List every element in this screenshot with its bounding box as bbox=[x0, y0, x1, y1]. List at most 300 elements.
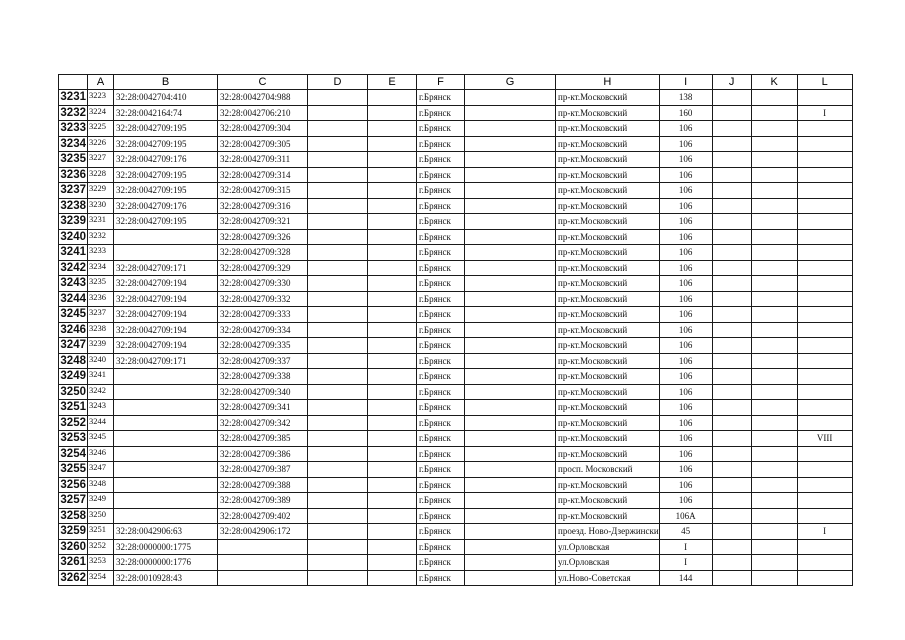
cell-b[interactable]: 32:28:0000000:1776 bbox=[114, 555, 218, 571]
cell-d[interactable] bbox=[308, 276, 368, 292]
row-number[interactable]: 3238 bbox=[60, 199, 86, 212]
cell-f[interactable]: г.Брянск bbox=[417, 508, 465, 524]
cell-i[interactable]: 106 bbox=[659, 431, 712, 447]
cell-j[interactable] bbox=[712, 400, 751, 416]
cell-e[interactable] bbox=[368, 245, 417, 261]
cell-j[interactable] bbox=[712, 431, 751, 447]
cell-e[interactable] bbox=[368, 307, 417, 323]
cell-i[interactable]: 106 bbox=[659, 322, 712, 338]
cell-j[interactable] bbox=[712, 260, 751, 276]
cell-g[interactable] bbox=[465, 90, 556, 106]
row-number[interactable]: 3242 bbox=[60, 261, 86, 274]
cell-d[interactable] bbox=[308, 415, 368, 431]
cell-i[interactable]: 45 bbox=[659, 524, 712, 540]
cell-c[interactable]: 32:28:0042709:387 bbox=[218, 462, 308, 478]
cell-j[interactable] bbox=[712, 415, 751, 431]
cell-h[interactable]: пр-кт.Московский bbox=[556, 415, 660, 431]
cell-l[interactable] bbox=[797, 322, 852, 338]
cell-c[interactable]: 32:28:0042706:210 bbox=[218, 105, 308, 121]
cell-l[interactable] bbox=[797, 477, 852, 493]
cell-c[interactable]: 32:28:0042704:988 bbox=[218, 90, 308, 106]
cell-f[interactable]: г.Брянск bbox=[417, 570, 465, 586]
cell-c[interactable]: 32:28:0042709:337 bbox=[218, 353, 308, 369]
cell-e[interactable] bbox=[368, 229, 417, 245]
cell-d[interactable] bbox=[308, 229, 368, 245]
cell-f[interactable]: г.Брянск bbox=[417, 167, 465, 183]
cell-h[interactable]: пр-кт.Московский bbox=[556, 446, 660, 462]
cell-h[interactable]: пр-кт.Московский bbox=[556, 353, 660, 369]
cell-d[interactable] bbox=[308, 477, 368, 493]
cell-c[interactable]: 32:28:0042709:335 bbox=[218, 338, 308, 354]
cell-a[interactable]: 3248 bbox=[88, 477, 114, 493]
cell-h[interactable]: пр-кт.Московский bbox=[556, 322, 660, 338]
row-number[interactable]: 3249 bbox=[60, 370, 86, 383]
cell-a[interactable]: 3241 bbox=[88, 369, 114, 385]
cell-k[interactable] bbox=[751, 245, 797, 261]
cell-e[interactable] bbox=[368, 369, 417, 385]
cell-h[interactable]: ул.Орловская bbox=[556, 539, 660, 555]
row-number[interactable]: 3256 bbox=[60, 478, 86, 491]
cell-c[interactable]: 32:28:0042709:334 bbox=[218, 322, 308, 338]
cell-b[interactable]: 32:28:0042906:63 bbox=[114, 524, 218, 540]
row-number[interactable]: 3254 bbox=[60, 447, 86, 460]
cell-l[interactable] bbox=[797, 539, 852, 555]
cell-k[interactable] bbox=[751, 291, 797, 307]
cell-h[interactable]: пр-кт.Московский bbox=[556, 307, 660, 323]
cell-f[interactable]: г.Брянск bbox=[417, 369, 465, 385]
cell-j[interactable] bbox=[712, 105, 751, 121]
cell-l[interactable] bbox=[797, 570, 852, 586]
cell-e[interactable] bbox=[368, 570, 417, 586]
cell-j[interactable] bbox=[712, 477, 751, 493]
cell-g[interactable] bbox=[465, 322, 556, 338]
cell-k[interactable] bbox=[751, 167, 797, 183]
column-header-g[interactable]: G bbox=[465, 75, 556, 90]
cell-l[interactable] bbox=[797, 136, 852, 152]
row-number[interactable]: 3247 bbox=[60, 339, 86, 352]
cell-e[interactable] bbox=[368, 260, 417, 276]
cell-e[interactable] bbox=[368, 183, 417, 199]
cell-e[interactable] bbox=[368, 167, 417, 183]
cell-i[interactable]: 106 bbox=[659, 462, 712, 478]
cell-h[interactable]: пр-кт.Московский bbox=[556, 136, 660, 152]
cell-j[interactable] bbox=[712, 524, 751, 540]
cell-g[interactable] bbox=[465, 152, 556, 168]
cell-j[interactable] bbox=[712, 338, 751, 354]
cell-l[interactable] bbox=[797, 384, 852, 400]
cell-e[interactable] bbox=[368, 291, 417, 307]
cell-f[interactable]: г.Брянск bbox=[417, 493, 465, 509]
cell-a[interactable]: 3251 bbox=[88, 524, 114, 540]
cell-j[interactable] bbox=[712, 183, 751, 199]
cell-f[interactable]: г.Брянск bbox=[417, 307, 465, 323]
cell-b[interactable]: 32:28:0042709:195 bbox=[114, 214, 218, 230]
cell-g[interactable] bbox=[465, 338, 556, 354]
cell-f[interactable]: г.Брянск bbox=[417, 245, 465, 261]
cell-c[interactable]: 32:28:0042709:311 bbox=[218, 152, 308, 168]
cell-c[interactable]: 32:28:0042709:386 bbox=[218, 446, 308, 462]
cell-l[interactable] bbox=[797, 260, 852, 276]
cell-k[interactable] bbox=[751, 353, 797, 369]
cell-h[interactable]: ул.Ново-Советская bbox=[556, 570, 660, 586]
cell-d[interactable] bbox=[308, 338, 368, 354]
cell-i[interactable]: 106 bbox=[659, 415, 712, 431]
cell-e[interactable] bbox=[368, 276, 417, 292]
row-number[interactable]: 3241 bbox=[60, 246, 86, 259]
cell-f[interactable]: г.Брянск bbox=[417, 121, 465, 137]
cell-j[interactable] bbox=[712, 245, 751, 261]
cell-l[interactable] bbox=[797, 307, 852, 323]
cell-j[interactable] bbox=[712, 539, 751, 555]
row-number[interactable]: 3250 bbox=[60, 385, 86, 398]
cell-g[interactable] bbox=[465, 415, 556, 431]
row-number[interactable]: 3244 bbox=[60, 292, 86, 305]
cell-e[interactable] bbox=[368, 90, 417, 106]
cell-e[interactable] bbox=[368, 508, 417, 524]
row-number[interactable]: 3257 bbox=[60, 494, 86, 507]
cell-a[interactable]: 3244 bbox=[88, 415, 114, 431]
column-header-h[interactable]: H bbox=[556, 75, 660, 90]
cell-l[interactable] bbox=[797, 229, 852, 245]
cell-j[interactable] bbox=[712, 322, 751, 338]
cell-f[interactable]: г.Брянск bbox=[417, 276, 465, 292]
cell-k[interactable] bbox=[751, 183, 797, 199]
cell-l[interactable] bbox=[797, 400, 852, 416]
cell-j[interactable] bbox=[712, 508, 751, 524]
cell-i[interactable]: 106 bbox=[659, 353, 712, 369]
cell-e[interactable] bbox=[368, 524, 417, 540]
cell-b[interactable] bbox=[114, 493, 218, 509]
cell-d[interactable] bbox=[308, 462, 368, 478]
cell-b[interactable]: 32:28:0042709:195 bbox=[114, 167, 218, 183]
cell-c[interactable]: 32:28:0042709:333 bbox=[218, 307, 308, 323]
cell-j[interactable] bbox=[712, 384, 751, 400]
cell-h[interactable]: пр-кт.Московский bbox=[556, 338, 660, 354]
cell-l[interactable] bbox=[797, 183, 852, 199]
cell-h[interactable]: пр-кт.Московский bbox=[556, 276, 660, 292]
cell-d[interactable] bbox=[308, 90, 368, 106]
cell-a[interactable]: 3242 bbox=[88, 384, 114, 400]
cell-j[interactable] bbox=[712, 353, 751, 369]
cell-a[interactable]: 3235 bbox=[88, 276, 114, 292]
row-number[interactable]: 3262 bbox=[60, 571, 86, 584]
cell-g[interactable] bbox=[465, 307, 556, 323]
cell-g[interactable] bbox=[465, 291, 556, 307]
row-number[interactable]: 3240 bbox=[60, 230, 86, 243]
cell-c[interactable]: 32:28:0042709:316 bbox=[218, 198, 308, 214]
cell-g[interactable] bbox=[465, 105, 556, 121]
cell-j[interactable] bbox=[712, 369, 751, 385]
row-number[interactable]: 3239 bbox=[60, 215, 86, 228]
cell-l[interactable] bbox=[797, 462, 852, 478]
cell-c[interactable]: 32:28:0042709:402 bbox=[218, 508, 308, 524]
cell-f[interactable]: г.Брянск bbox=[417, 136, 465, 152]
cell-j[interactable] bbox=[712, 555, 751, 571]
cell-l[interactable] bbox=[797, 245, 852, 261]
cell-i[interactable]: 106 bbox=[659, 493, 712, 509]
cell-g[interactable] bbox=[465, 245, 556, 261]
cell-j[interactable] bbox=[712, 121, 751, 137]
column-header-a[interactable]: A bbox=[88, 75, 114, 90]
cell-b[interactable] bbox=[114, 369, 218, 385]
cell-b[interactable]: 32:28:0042709:194 bbox=[114, 291, 218, 307]
cell-f[interactable]: г.Брянск bbox=[417, 90, 465, 106]
cell-j[interactable] bbox=[712, 570, 751, 586]
row-number[interactable]: 3243 bbox=[60, 277, 86, 290]
cell-i[interactable]: 106 bbox=[659, 183, 712, 199]
column-header-k[interactable]: K bbox=[751, 75, 797, 90]
cell-i[interactable]: 106 bbox=[659, 446, 712, 462]
cell-l[interactable] bbox=[797, 555, 852, 571]
cell-k[interactable] bbox=[751, 307, 797, 323]
cell-j[interactable] bbox=[712, 90, 751, 106]
cell-c[interactable]: 32:28:0042709:338 bbox=[218, 369, 308, 385]
column-header-d[interactable]: D bbox=[308, 75, 368, 90]
row-number[interactable]: 3251 bbox=[60, 401, 86, 414]
cell-h[interactable]: пр-кт.Московский bbox=[556, 152, 660, 168]
cell-c[interactable]: 32:28:0042709:340 bbox=[218, 384, 308, 400]
cell-a[interactable]: 3230 bbox=[88, 198, 114, 214]
row-number[interactable]: 3236 bbox=[60, 168, 86, 181]
cell-e[interactable] bbox=[368, 353, 417, 369]
cell-a[interactable]: 3243 bbox=[88, 400, 114, 416]
cell-h[interactable]: пр-кт.Московский bbox=[556, 431, 660, 447]
cell-h[interactable]: пр-кт.Московский bbox=[556, 477, 660, 493]
row-number[interactable]: 3260 bbox=[60, 540, 86, 553]
cell-j[interactable] bbox=[712, 214, 751, 230]
cell-b[interactable]: 32:28:0042709:194 bbox=[114, 307, 218, 323]
cell-i[interactable]: 106 bbox=[659, 245, 712, 261]
cell-l[interactable] bbox=[797, 90, 852, 106]
cell-b[interactable]: 32:28:0000000:1775 bbox=[114, 539, 218, 555]
column-header-b[interactable]: B bbox=[114, 75, 218, 90]
column-header-l[interactable]: L bbox=[797, 75, 852, 90]
cell-g[interactable] bbox=[465, 214, 556, 230]
cell-e[interactable] bbox=[368, 493, 417, 509]
cell-k[interactable] bbox=[751, 214, 797, 230]
cell-f[interactable]: г.Брянск bbox=[417, 214, 465, 230]
cell-i[interactable]: I bbox=[659, 539, 712, 555]
cell-k[interactable] bbox=[751, 121, 797, 137]
column-header-f[interactable]: F bbox=[417, 75, 465, 90]
cell-h[interactable]: пр-кт.Московский bbox=[556, 198, 660, 214]
cell-i[interactable]: 106 bbox=[659, 136, 712, 152]
cell-k[interactable] bbox=[751, 555, 797, 571]
cell-g[interactable] bbox=[465, 121, 556, 137]
cell-h[interactable]: пр-кт.Московский bbox=[556, 260, 660, 276]
cell-k[interactable] bbox=[751, 493, 797, 509]
cell-b[interactable]: 32:28:0042709:194 bbox=[114, 276, 218, 292]
cell-i[interactable]: 138 bbox=[659, 90, 712, 106]
cell-d[interactable] bbox=[308, 260, 368, 276]
cell-i[interactable]: 106 bbox=[659, 229, 712, 245]
row-number[interactable]: 3253 bbox=[60, 432, 86, 445]
cell-k[interactable] bbox=[751, 338, 797, 354]
row-number[interactable]: 3233 bbox=[60, 122, 86, 135]
cell-b[interactable] bbox=[114, 431, 218, 447]
cell-h[interactable]: пр-кт.Московский bbox=[556, 245, 660, 261]
cell-d[interactable] bbox=[308, 555, 368, 571]
cell-b[interactable] bbox=[114, 446, 218, 462]
cell-f[interactable]: г.Брянск bbox=[417, 229, 465, 245]
cell-d[interactable] bbox=[308, 105, 368, 121]
cell-c[interactable]: 32:28:0042709:341 bbox=[218, 400, 308, 416]
cell-j[interactable] bbox=[712, 462, 751, 478]
cell-f[interactable]: г.Брянск bbox=[417, 322, 465, 338]
cell-e[interactable] bbox=[368, 121, 417, 137]
cell-f[interactable]: г.Брянск bbox=[417, 539, 465, 555]
cell-e[interactable] bbox=[368, 431, 417, 447]
cell-e[interactable] bbox=[368, 338, 417, 354]
cell-a[interactable]: 3232 bbox=[88, 229, 114, 245]
cell-i[interactable]: 106 bbox=[659, 400, 712, 416]
cell-e[interactable] bbox=[368, 322, 417, 338]
cell-j[interactable] bbox=[712, 307, 751, 323]
cell-l[interactable] bbox=[797, 369, 852, 385]
cell-b[interactable] bbox=[114, 477, 218, 493]
cell-k[interactable] bbox=[751, 477, 797, 493]
cell-d[interactable] bbox=[308, 307, 368, 323]
cell-j[interactable] bbox=[712, 167, 751, 183]
cell-e[interactable] bbox=[368, 555, 417, 571]
cell-c[interactable]: 32:28:0042709:305 bbox=[218, 136, 308, 152]
row-number[interactable]: 3235 bbox=[60, 153, 86, 166]
cell-g[interactable] bbox=[465, 384, 556, 400]
cell-b[interactable] bbox=[114, 400, 218, 416]
cell-a[interactable]: 3226 bbox=[88, 136, 114, 152]
cell-h[interactable]: пр-кт.Московский bbox=[556, 229, 660, 245]
cell-g[interactable] bbox=[465, 369, 556, 385]
cell-a[interactable]: 3240 bbox=[88, 353, 114, 369]
cell-k[interactable] bbox=[751, 415, 797, 431]
row-number[interactable]: 3237 bbox=[60, 184, 86, 197]
cell-l[interactable] bbox=[797, 415, 852, 431]
cell-g[interactable] bbox=[465, 183, 556, 199]
cell-d[interactable] bbox=[308, 214, 368, 230]
cell-l[interactable] bbox=[797, 493, 852, 509]
cell-l[interactable] bbox=[797, 508, 852, 524]
cell-f[interactable]: г.Брянск bbox=[417, 431, 465, 447]
cell-b[interactable]: 32:28:0042164:74 bbox=[114, 105, 218, 121]
cell-d[interactable] bbox=[308, 369, 368, 385]
cell-i[interactable]: 106 bbox=[659, 384, 712, 400]
cell-a[interactable]: 3223 bbox=[88, 90, 114, 106]
cell-a[interactable]: 3247 bbox=[88, 462, 114, 478]
cell-c[interactable]: 32:28:0042709:330 bbox=[218, 276, 308, 292]
cell-a[interactable]: 3234 bbox=[88, 260, 114, 276]
cell-k[interactable] bbox=[751, 446, 797, 462]
cell-i[interactable]: 106 bbox=[659, 260, 712, 276]
column-header-e[interactable]: E bbox=[368, 75, 417, 90]
cell-j[interactable] bbox=[712, 198, 751, 214]
cell-g[interactable] bbox=[465, 570, 556, 586]
cell-d[interactable] bbox=[308, 384, 368, 400]
cell-k[interactable] bbox=[751, 276, 797, 292]
cell-c[interactable]: 32:28:0042709:332 bbox=[218, 291, 308, 307]
cell-f[interactable]: г.Брянск bbox=[417, 198, 465, 214]
cell-b[interactable]: 32:28:0042709:176 bbox=[114, 198, 218, 214]
cell-i[interactable]: I bbox=[659, 555, 712, 571]
cell-f[interactable]: г.Брянск bbox=[417, 291, 465, 307]
cell-d[interactable] bbox=[308, 539, 368, 555]
cell-h[interactable]: проезд. Ново-Дзержински bbox=[556, 524, 660, 540]
cell-a[interactable]: 3249 bbox=[88, 493, 114, 509]
cell-g[interactable] bbox=[465, 508, 556, 524]
cell-b[interactable]: 32:28:0042709:195 bbox=[114, 183, 218, 199]
cell-g[interactable] bbox=[465, 477, 556, 493]
cell-c[interactable]: 32:28:0042709:388 bbox=[218, 477, 308, 493]
cell-g[interactable] bbox=[465, 167, 556, 183]
cell-g[interactable] bbox=[465, 462, 556, 478]
cell-b[interactable]: 32:28:0042709:171 bbox=[114, 353, 218, 369]
cell-c[interactable]: 32:28:0042709:389 bbox=[218, 493, 308, 509]
row-number[interactable]: 3255 bbox=[60, 463, 86, 476]
cell-a[interactable]: 3231 bbox=[88, 214, 114, 230]
cell-k[interactable] bbox=[751, 322, 797, 338]
column-header-j[interactable]: J bbox=[712, 75, 751, 90]
cell-c[interactable]: 32:28:0042709:342 bbox=[218, 415, 308, 431]
cell-c[interactable]: 32:28:0042709:329 bbox=[218, 260, 308, 276]
cell-k[interactable] bbox=[751, 539, 797, 555]
cell-a[interactable]: 3228 bbox=[88, 167, 114, 183]
row-number[interactable]: 3252 bbox=[60, 416, 86, 429]
cell-d[interactable] bbox=[308, 400, 368, 416]
cell-i[interactable]: 106 bbox=[659, 307, 712, 323]
cell-e[interactable] bbox=[368, 477, 417, 493]
cell-k[interactable] bbox=[751, 384, 797, 400]
cell-e[interactable] bbox=[368, 105, 417, 121]
cell-k[interactable] bbox=[751, 229, 797, 245]
cell-e[interactable] bbox=[368, 400, 417, 416]
cell-k[interactable] bbox=[751, 524, 797, 540]
cell-a[interactable]: 3246 bbox=[88, 446, 114, 462]
column-header-i[interactable]: I bbox=[659, 75, 712, 90]
cell-h[interactable]: пр-кт.Московский bbox=[556, 384, 660, 400]
cell-d[interactable] bbox=[308, 183, 368, 199]
cell-d[interactable] bbox=[308, 121, 368, 137]
cell-i[interactable]: 106 bbox=[659, 477, 712, 493]
cell-i[interactable]: 106 bbox=[659, 276, 712, 292]
cell-k[interactable] bbox=[751, 105, 797, 121]
cell-e[interactable] bbox=[368, 446, 417, 462]
cell-e[interactable] bbox=[368, 415, 417, 431]
cell-c[interactable]: 32:28:0042709:321 bbox=[218, 214, 308, 230]
cell-d[interactable] bbox=[308, 198, 368, 214]
cell-h[interactable]: пр-кт.Московский bbox=[556, 400, 660, 416]
cell-a[interactable]: 3236 bbox=[88, 291, 114, 307]
cell-g[interactable] bbox=[465, 353, 556, 369]
cell-k[interactable] bbox=[751, 431, 797, 447]
cell-a[interactable]: 3239 bbox=[88, 338, 114, 354]
row-number[interactable]: 3232 bbox=[60, 106, 86, 119]
cell-f[interactable]: г.Брянск bbox=[417, 400, 465, 416]
cell-d[interactable] bbox=[308, 152, 368, 168]
cell-a[interactable]: 3254 bbox=[88, 570, 114, 586]
cell-f[interactable]: г.Брянск bbox=[417, 415, 465, 431]
cell-b[interactable] bbox=[114, 415, 218, 431]
cell-g[interactable] bbox=[465, 493, 556, 509]
cell-g[interactable] bbox=[465, 539, 556, 555]
row-number[interactable]: 3234 bbox=[60, 137, 86, 150]
cell-b[interactable] bbox=[114, 462, 218, 478]
cell-a[interactable]: 3238 bbox=[88, 322, 114, 338]
cell-i[interactable]: 106 bbox=[659, 198, 712, 214]
cell-c[interactable] bbox=[218, 555, 308, 571]
cell-e[interactable] bbox=[368, 152, 417, 168]
cell-c[interactable]: 32:28:0042709:304 bbox=[218, 121, 308, 137]
cell-h[interactable]: пр-кт.Московский bbox=[556, 291, 660, 307]
cell-b[interactable]: 32:28:0042709:195 bbox=[114, 136, 218, 152]
